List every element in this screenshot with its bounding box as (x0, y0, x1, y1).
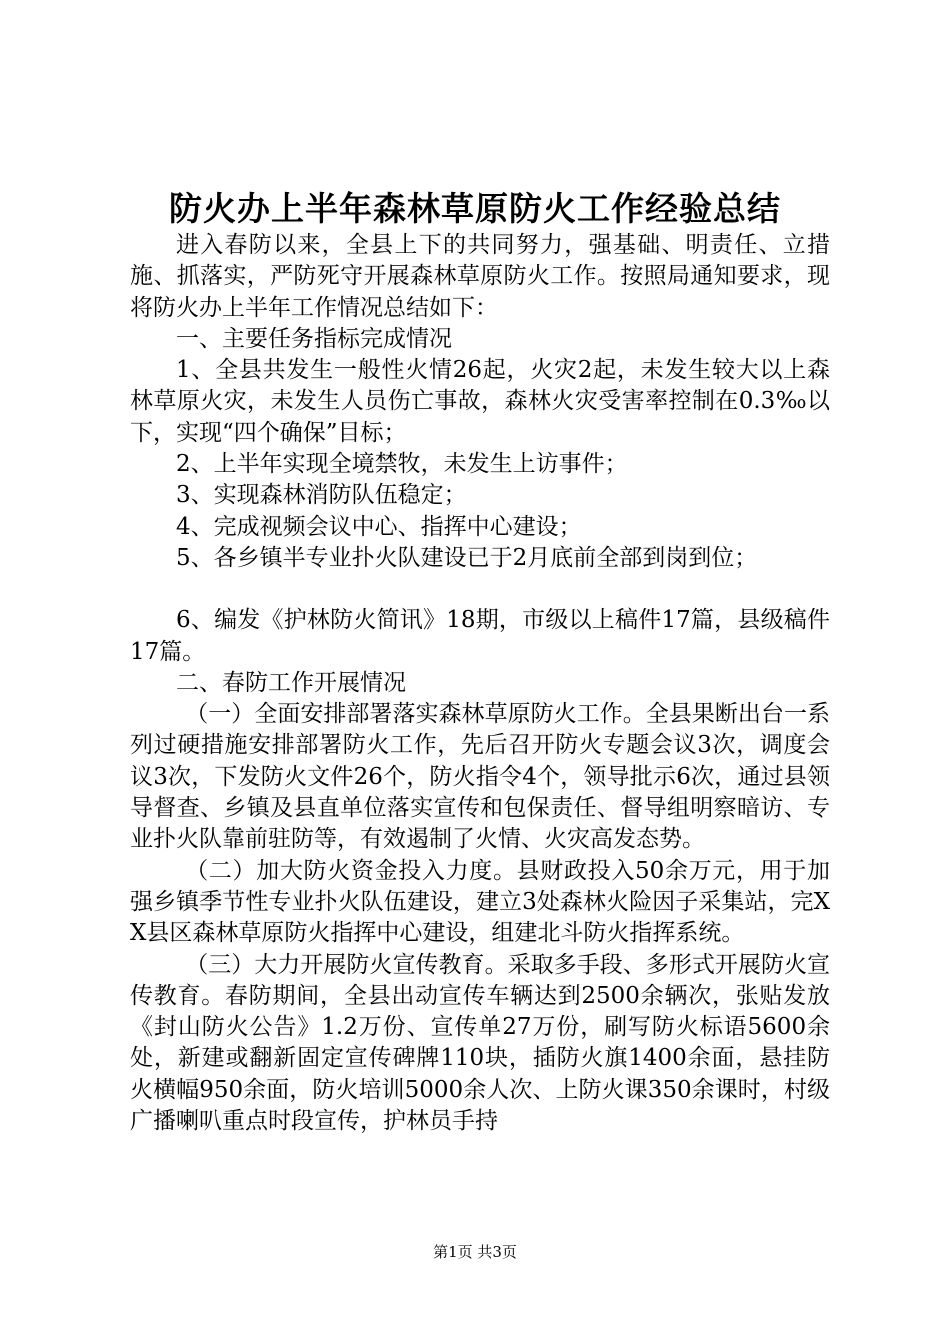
subsection-2-paragraph: （二）加大防火资金投入力度。县财政投入50余万元，用于加强乡镇季节性专业扑火队伍建设，建立3处森林火险因子采集站，完XX县区森林草原防火指挥中心建设，组建北斗防火指挥系统。 (130, 857, 830, 947)
page-footer: 第1页 共3页 (433, 1243, 517, 1261)
list-item-1: 1、全县共发生一般性火情26起，火灾2起，未发生较大以上森林草原火灾，未发生人员伤亡事故，森林火灾受害率控制在0.3‰以下，实现“四个确保”目标； (130, 357, 830, 446)
document-body (130, 230, 830, 1137)
list-item-6: 6、编发《护林防火简讯》18期，市级以上稿件17篇，县级稿件17篇。 (130, 607, 830, 665)
subsection-1-paragraph: （一）全面安排部署落实森林草原防火工作。全县果断出台一系列过硬措施安排部署防火工作，先后召开防火专题会议3次，调度会议3次，下发防火文件26个，防火指令4个，领导批示6次，通过县领导督查、乡镇及县直单位落实宣传和包保责任、督导组明察暗访、专业扑火队靠前驻防等，有效遏制了火情、火灾高发态势。 (130, 701, 830, 853)
list-item-2: 2、上半年实现全境禁牧，未发生上访事件； (176, 451, 628, 478)
list-item-5: 5、各乡镇半专业扑火队建设已于2月底前全部到岗到位； (176, 544, 758, 571)
section-heading-2: 二、春防工作开展情况 (176, 669, 406, 696)
subsection-3-paragraph: （三）大力开展防火宣传教育。采取多手段、多形式开展防火宣传教育。春防期间，全县出动宣传车辆达到2500余辆次，张贴发放《封山防火公告》1.2万份、宣传单27万份，刷写防火标语5600余处，新建或翻新固定宣传碑牌110块，插防火旗1400余面，悬挂防火横幅950余面，防火培训5000余人次、上防火课350余课时，村级广播喇叭重点时段宣传，护林员手持 (130, 951, 830, 1135)
list-item-4: 4、完成视频会议中心、指挥中心建设； (176, 513, 582, 540)
list-item-3: 3、实现森林消防队伍稳定； (176, 482, 467, 509)
document-title: 防火办上半年森林草原防火工作经验总结 (169, 189, 781, 228)
section-heading-1: 一、主要任务指标完成情况 (176, 325, 452, 352)
blank-line (130, 574, 830, 605)
intro-paragraph: 进入春防以来，全县上下的共同努力，强基础、明责任、立措施、抓落实，严防死守开展森林草原防火工作。按照局通知要求，现将防火办上半年工作情况总结如下： (130, 232, 830, 321)
